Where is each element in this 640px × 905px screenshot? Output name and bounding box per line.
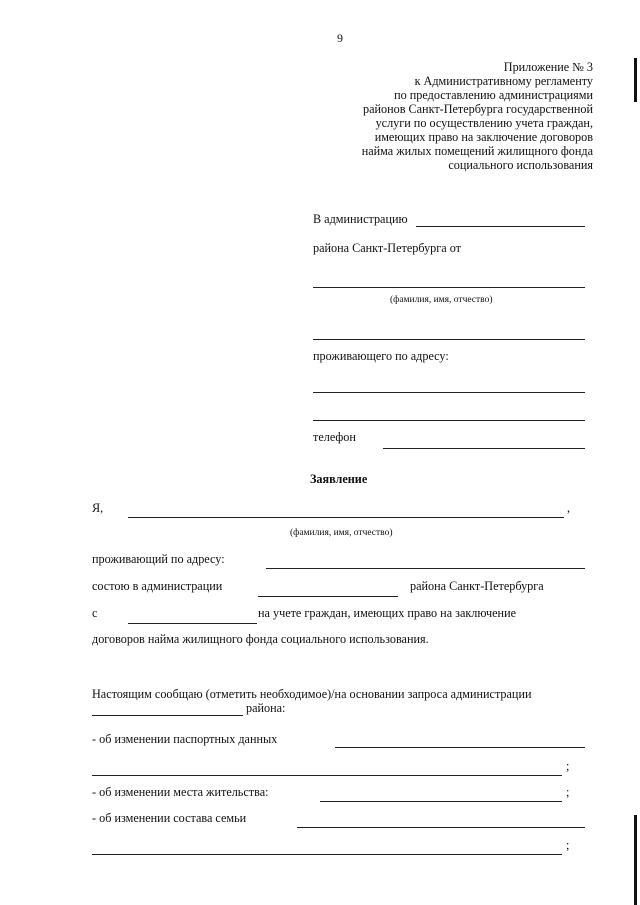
phone-label: телефон — [313, 430, 356, 444]
contracts-label: договоров найма жилищного фонда социального использования. — [92, 632, 429, 646]
phone-line[interactable] — [383, 448, 585, 449]
registered-administration-line[interactable] — [258, 596, 398, 597]
residing-at-statement-label: проживающий по адресу: — [92, 552, 225, 566]
district-colon-label: района: — [246, 701, 286, 715]
applicant-fio-line-2[interactable] — [313, 339, 585, 340]
statement-fio-hint: (фамилия, имя, отчество) — [290, 528, 393, 538]
residence-change-line[interactable] — [320, 801, 562, 802]
scan-edge-mark-bottom — [634, 815, 637, 905]
appendix-line: услуги по осуществлению учета граждан, — [375, 116, 593, 131]
appendix-line: по предоставлению администрациями — [394, 88, 593, 103]
district-from-label: района Санкт-Петербурга от — [313, 241, 461, 255]
district-label: района Санкт-Петербурга — [410, 579, 544, 593]
appendix-line: к Административному регламенту — [414, 74, 593, 89]
hereby-label: Настоящим сообщаю (отметить необходимое)/на основании запроса администрации — [92, 687, 532, 701]
appendix-line: районов Санкт-Петербурга государственной — [362, 102, 593, 117]
passport-change-line-2[interactable] — [92, 775, 562, 776]
residence-change-label: - об изменении места жительства: — [92, 785, 269, 799]
to-administration-label: В администрацию — [313, 212, 408, 226]
semicolon-1: ; — [566, 759, 570, 773]
fio-hint: (фамилия, имя, отчество) — [390, 295, 493, 305]
scan-edge-mark-top — [634, 58, 637, 102]
semicolon-3: ; — [566, 838, 570, 852]
family-change-line[interactable] — [297, 827, 585, 828]
passport-change-label: - об изменении паспортных данных — [92, 732, 278, 746]
address-line-2[interactable] — [313, 420, 585, 421]
appendix-line: имеющих право на заключение договоров — [374, 130, 593, 145]
statement-address-line[interactable] — [266, 568, 585, 569]
passport-change-line[interactable] — [335, 747, 585, 748]
statement-fio-line[interactable] — [128, 517, 564, 518]
semicolon-2: ; — [566, 785, 570, 799]
comma: , — [567, 501, 571, 515]
registered-at-label: состою в администрации — [92, 579, 223, 593]
page-number: 9 — [337, 31, 343, 45]
applicant-fio-line[interactable] — [313, 287, 585, 288]
since-date-line[interactable] — [128, 623, 257, 624]
family-change-label: - об изменении состава семьи — [92, 811, 247, 825]
appendix-line: социального использования — [448, 158, 593, 173]
on-register-label: на учете граждан, имеющих право на заключение — [258, 606, 517, 620]
i-label: Я, — [92, 501, 104, 515]
request-administration-line[interactable] — [92, 715, 243, 716]
statement-title: Заявление — [310, 472, 368, 486]
family-change-line-2[interactable] — [92, 854, 562, 855]
appendix-header — [362, 60, 593, 172]
address-line-1[interactable] — [313, 392, 585, 393]
residing-at-label: проживающего по адресу: — [313, 349, 449, 363]
appendix-line: Приложение № 3 — [503, 60, 593, 74]
since-label: с — [92, 606, 98, 620]
appendix-line: найма жилых помещений жилищного фонда — [361, 144, 593, 159]
administration-name-line[interactable] — [416, 226, 585, 227]
